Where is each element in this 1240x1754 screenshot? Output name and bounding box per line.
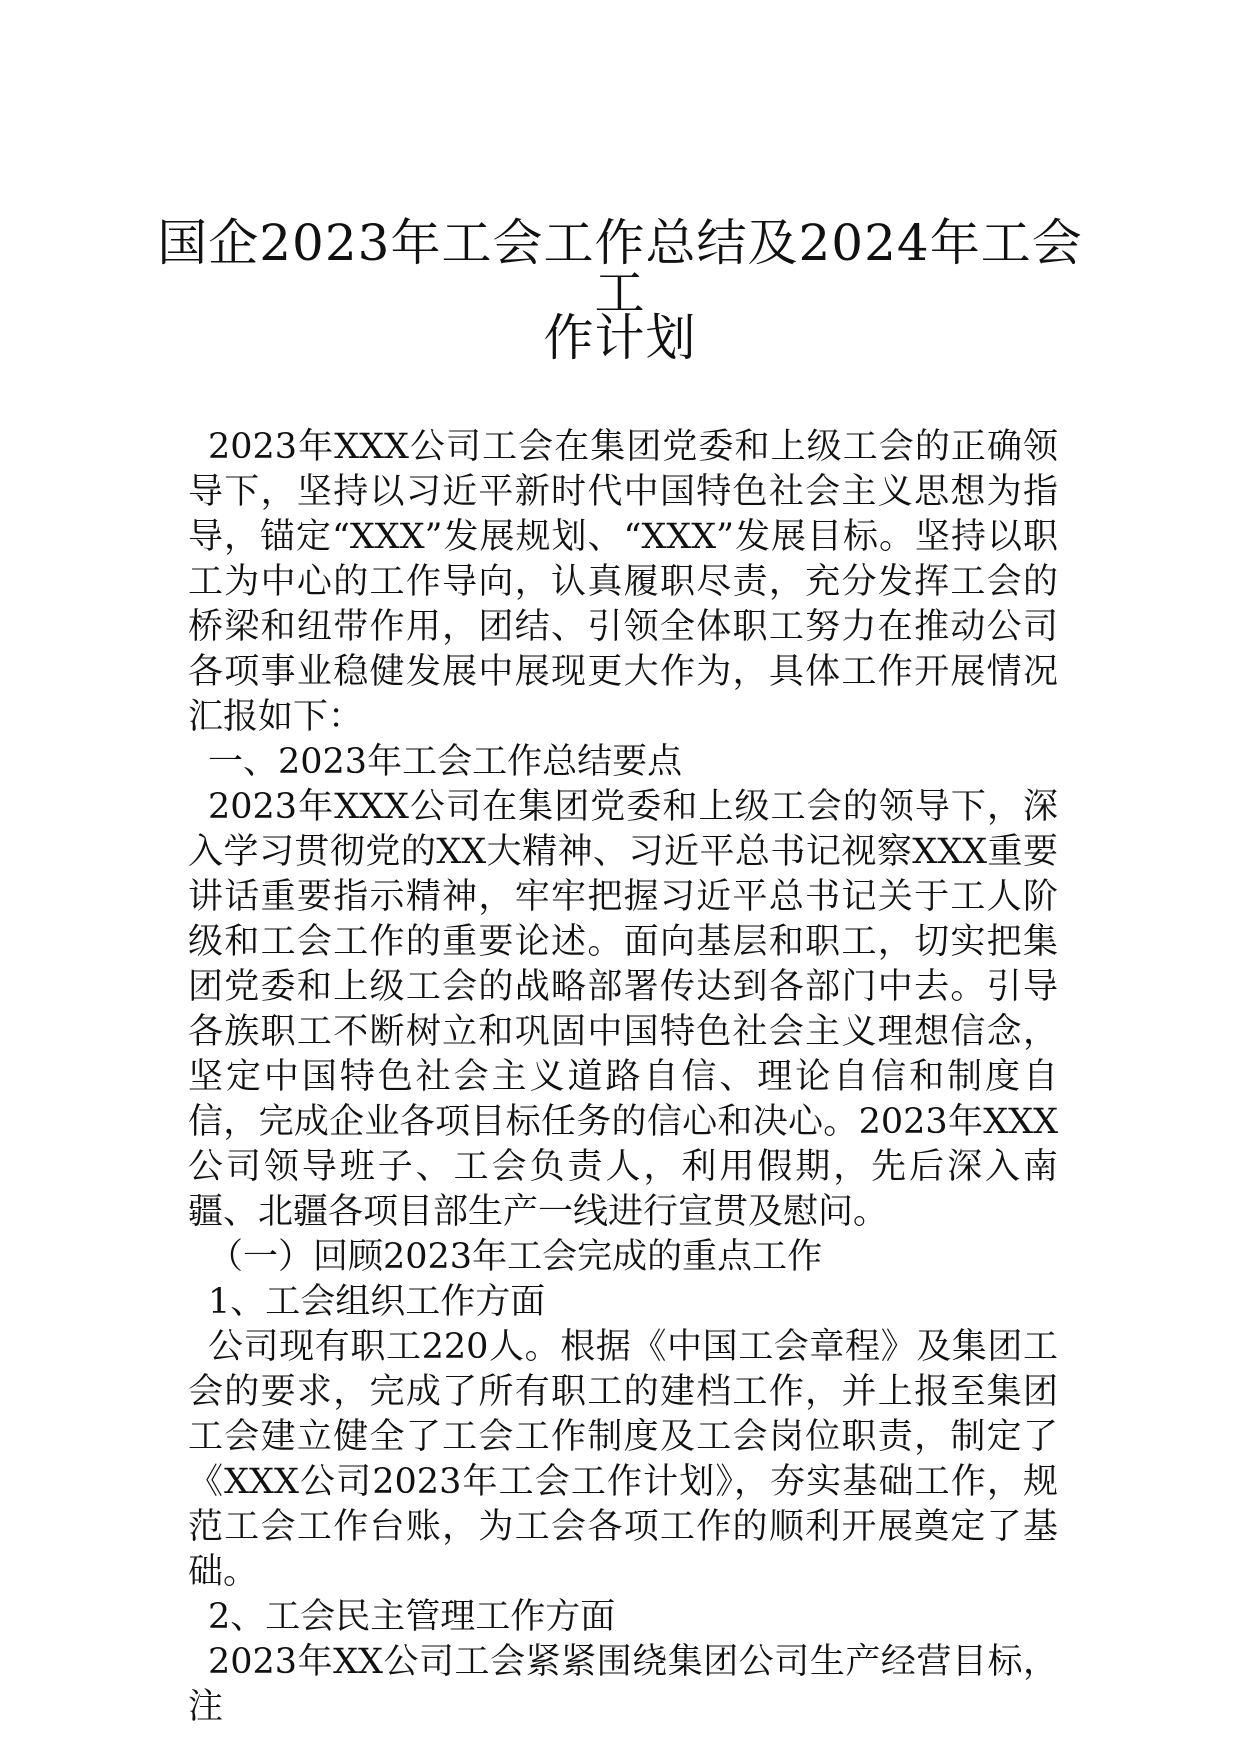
summary-paragraph: 2023年XXX公司在集团党委和上级工会的领导下，深入学习贯彻党的XX大精神、习近平总书记视察XXX重要讲话重要指示精神，牢牢把握习近平总书记关于工人阶级和工会工作的重要论述。面向基层和职工，切实把集团党委和上级工会的战略部署传达到各部门中去。引导各族职工不断树立和巩固中国特色社会主义理想信念，坚定中国特色社会主义道路自信、理论自信和制度自信，完成企业各项目标任务的信心和决心。2023年XXX公司领导班子、工会负责人，利用假期，先后深入南疆、北疆各项目部生产一线进行宣贯及慰问。 (188, 787, 1058, 1232)
organization-paragraph: 公司现有职工220人。根据《中国工会章程》及集团工会的要求，完成了所有职工的建档工作，并上报至集团工会建立健全了工会工作制度及工会岗位职责，制定了《XXX公司2023年工会工作计划》，夯实基础工作，规范工会工作台账，为工会各项工作的顺利开展奠定了基础。 (188, 1327, 1058, 1592)
intro-paragraph: 2023年XXX公司工会在集团党委和上级工会的正确领导下，坚持以习近平新时代中国特色社会主义思想为指导，锚定“XXX”发展规划、“XXX”发展目标。坚持以职工为中心的工作导向，认真履职尽责，充分发挥工会的桥梁和纽带作用，团结、引领全体职工努力在推动公司各项事业稳健发展中展现更大作为，具体工作开展情况汇报如下： (188, 427, 1058, 737)
section-heading-1: 一、2023年工会工作总结要点 (208, 742, 683, 782)
subsection-heading-1: （一）回顾2023年工会完成的重点工作 (208, 1237, 823, 1277)
item-heading-1: 1、工会组织工作方面 (208, 1282, 546, 1322)
document-title-line-2: 作计划 (543, 309, 697, 367)
item-heading-2: 2、工会民主管理工作方面 (208, 1597, 616, 1637)
democratic-management-paragraph: 2023年XX公司工会紧紧围绕集团公司生产经营目标，注 (188, 1642, 1058, 1727)
document-title-line-1: 国企2023年工会工作总结及2024年工会工 (157, 214, 1083, 322)
document-body (188, 425, 1058, 1730)
